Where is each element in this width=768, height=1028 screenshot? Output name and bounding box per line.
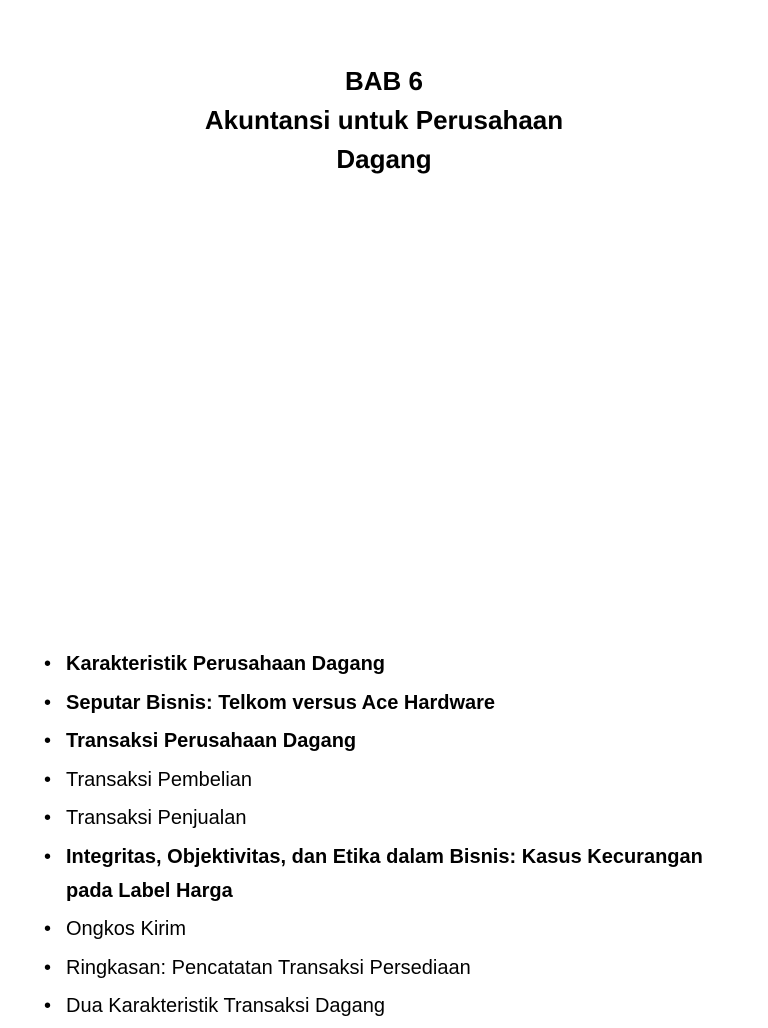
list-item-integritas [44,840,734,908]
list-item-text: Ongkos Kirim [66,918,187,940]
list-item-text: Integritas, Objektivitas, dan Etika dalam Bisnis: Kasus Kecurangan pada Label Harga [66,845,703,902]
list-item-karakteristik [44,647,734,681]
list-item-transaksi-penjualan [44,801,734,835]
list-item-text: Dua Karakteristik Transaksi Dagang [66,995,386,1017]
bullet-icon: • [44,691,52,714]
bullet-icon: • [44,995,52,1017]
list-item-transaksi-pembelian [44,763,734,797]
slide-title [0,62,768,179]
bullet-icon: • [44,768,52,791]
bullet-icon: • [44,956,52,979]
bullet-icon: • [44,807,52,829]
list-item-text: Seputar Bisnis: Telkom versus Ace Hardware [66,691,496,714]
list-item-text: Transaksi Penjualan [66,807,247,829]
topic-list [44,647,734,1028]
list-item-text: Transaksi Pembelian [66,768,253,791]
list-item-text: Karakteristik Perusahaan Dagang [66,653,386,675]
list-item-text: Ringkasan: Pencatatan Transaksi Persediaan [66,956,471,979]
bullet-icon: • [44,730,52,752]
bullet-icon: • [44,918,52,940]
list-item-seputar-bisnis [44,686,734,720]
title-main-line-1: Akuntansi untuk Perusahaan [204,105,564,135]
title-chapter: BAB 6 [344,66,423,96]
list-item-dua-karakteristik [44,989,734,1023]
list-item-ringkasan [44,951,734,985]
list-item-transaksi-perusahaan [44,724,734,758]
list-item-text: Transaksi Perusahaan Dagang [66,730,357,752]
list-item-ongkos-kirim [44,912,734,946]
bullet-icon: • [44,845,52,868]
title-main-line-2: Dagang [336,144,432,174]
bullet-icon: • [44,653,52,675]
